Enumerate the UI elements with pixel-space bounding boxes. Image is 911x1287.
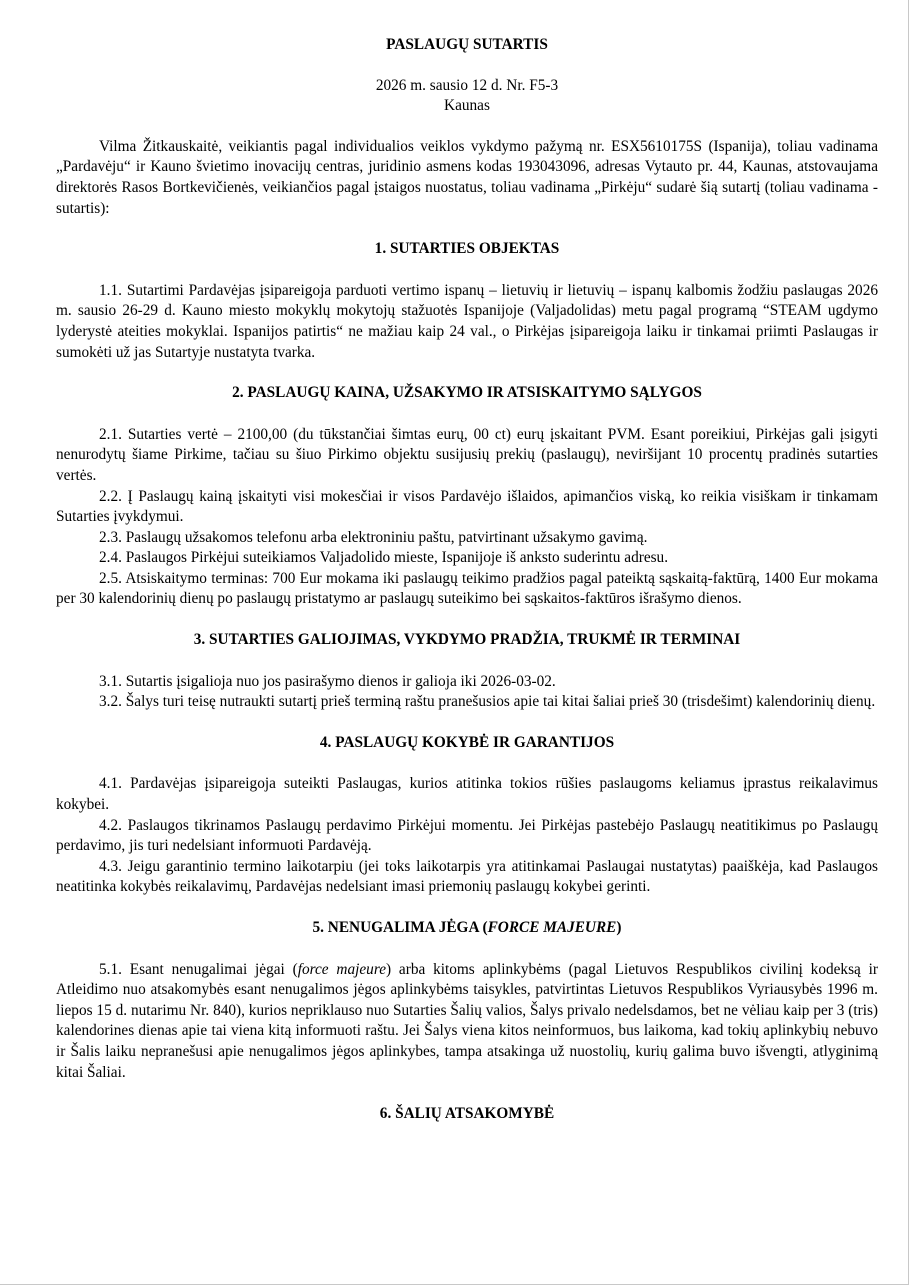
paragraph-3-2: 3.2. Šalys turi teisę nutraukti sutartį prieš terminą raštu pranešusios apie tai kitai šaliai prieš 30 (trisdešimt) kalendorinių dienų. — [99, 693, 876, 711]
paragraph-5-1-italic: force majeure — [297, 960, 386, 978]
paragraph-4-2: 4.2. Paslaugos tikrinamos Paslaugų perdavimo Pirkėjui momentu. Jei Pirkėjas pastebėjo Paslaugų neatitikimus po Paslaugų perdavimo, jis turi nedelsiant informuoti Pardavėją. — [56, 816, 878, 855]
intro-paragraph: Vilma Žitkauskaitė, veikiantis pagal individualios veiklos vykdymo pažymą nr. ESX5610175S (Ispanija), toliau vadinama „Pardavėju“ ir Kauno švietimo inovacijų centras, juridinio asmens kodas 193043096, adresas Vytauto pr. 44, Kaunas, atstovaujama direktorės Rasos Bortkevičienės, veikiančios pagal įstaigos nuostatus, toliau vadinama „Pirkėju“ sudarė šią sutartį (toliau vadinama - sutartis): — [56, 137, 878, 217]
document-title: PASLAUGŲ SUTARTIS — [386, 36, 548, 53]
paragraph-2-4: 2.4. Paslaugos Pirkėjui suteikiamos Valjadolido mieste, Ispanijoje iš anksto suderintu adresu. — [99, 549, 669, 567]
paragraph-1-1: 1.1. Sutartimi Pardavėjas įsipareigoja parduoti vertimo ispanų – lietuvių ir lietuvių – ispanų kalbomis žodžiu paslaugas 2026 m. sausio 26-29 d. Kauno miesto mokyklų mokytojų stažuotės Ispanijoje (Valjadolidas) metu pagal programą “STEAM ugdymo lyderystė ateities mokyklai. Ispanijos patirtis“ ne mažiau kaip 24 val., o Pirkėjas įsipareigoja laiku ir tinkamai priimti Paslaugas ir sumokėti už jas Sutartyje nustatyta tvarka. — [56, 281, 878, 361]
document-header — [56, 76, 878, 117]
paragraph-2-5: 2.5. Atsiskaitymo terminas: 700 Eur mokama iki paslaugų teikimo pradžios pagal pateiktą sąskaitą-faktūrą, 1400 Eur mokama per 30 kalendorinių dienų po paslaugų pristatymo ar paslaugų suteikimo bei sąskaitos-faktūros išrašymo dienos. — [56, 569, 878, 608]
document-content — [56, 35, 878, 1125]
paragraph-2-3: 2.3. Paslaugų užsakomos telefonu arba elektroniniu paštu, patvirtinant užsakymo gavimą. — [99, 528, 648, 546]
paragraph-4-1: 4.1. Pardavėjas įsipareigoja suteikti Paslaugas, kurios atitinka tokios rūšies paslaugoms keliamus įprastus reikalavimus kokybei. — [56, 775, 878, 814]
paragraph-2-2: 2.2. Į Paslaugų kainą įskaityti visi mokesčiai ir visos Pardavėjo išlaidos, apimančios viską, ko reikia visiškam ir tinkamam Sutarties įvykdymui. — [56, 487, 878, 526]
paragraph-3-1: 3.1. Sutartis įsigalioja nuo jos pasirašymo dienos ir galioja iki 2026-03-02. — [99, 672, 556, 690]
section-5-heading — [56, 918, 878, 939]
paragraph-4-3: 4.3. Jeigu garantinio termino laikotarpiu (jei toks laikotarpis yra atitinkamai Paslaugai nustatytas) paaiškėja, kad Paslaugos neatitinka kokybės reikalavimų, Pardavėjas nedelsiant imasi priemonių paslaugų kokybei gerinti. — [56, 857, 878, 896]
section-4-heading: 4. PASLAUGŲ KOKYBĖ IR GARANTIJOS — [319, 733, 615, 751]
paragraph-5-1 — [56, 960, 878, 1084]
section-2-heading: 2. PASLAUGŲ KAINA, UŽSAKYMO IR ATSISKAITYMO SĄLYGOS — [232, 384, 702, 402]
section-1-heading: 1. SUTARTIES OBJEKTAS — [374, 240, 560, 258]
paragraph-2-1: 2.1. Sutarties vertė – 2100,00 (du tūkstančiai šimtas eurų, 00 ct) eurų įskaitant PVM. Esant poreikiui, Pirkėjas gali įsigyti nenurodytų šiame Pirkime, tačiau su šiuo Pirkimo objektu susijusių prekių (paslaugų), neviršijant 10 procentų pradinės sutarties vertės. — [56, 425, 878, 484]
section-5-heading-italic: FORCE MAJEURE — [487, 919, 617, 936]
paragraph-5-1-start: 5.1. Esant nenugalimai jėgai ( — [99, 960, 298, 978]
paragraph-5-1-rest: ) arba kitoms aplinkybėms (pagal Lietuvos Respublikos civilinį kodeksą ir Atleidimo nuo atsakomybės esant nenugalimos jėgos aplinkybėms taisykles, patvirtintas Lietuvos Respublikos Vyriausybės 1996 m. liepos 15 d. nutarimu Nr. 840), kurios nepriklauso nuo Sutarties Šalių valios, Šalys privalo nedelsdamos, bet ne vėliau kaip per 3 (tris) kalendorines dienas apie tai viena kitą informuoti raštu. Jei Šalys viena kitos neinformuos, bus laikoma, kad tokių aplinkybių nebuvo ir Šalis laiku nepranešusi apie nenugalimos jėgos aplinkybes, tampa atsakinga už nuostolių, kurių galima buvo išvengti, atlyginimą kitai Šaliai. — [56, 960, 878, 1081]
section-5-heading-prefix: 5. NENUGALIMA JĖGA ( — [312, 919, 488, 936]
section-6-heading: 6. ŠALIŲ ATSAKOMYBĖ — [379, 1105, 555, 1123]
section-3-heading: 3. SUTARTIES GALIOJIMAS, VYKDYMO PRADŽIA, TRUKMĖ IR TERMINAI — [193, 631, 741, 649]
section-5-heading-suffix: ) — [616, 919, 622, 936]
city-line: Kaunas — [444, 97, 490, 115]
date-number-line: 2026 m. sausio 12 d. Nr. F5-3 — [375, 76, 559, 94]
